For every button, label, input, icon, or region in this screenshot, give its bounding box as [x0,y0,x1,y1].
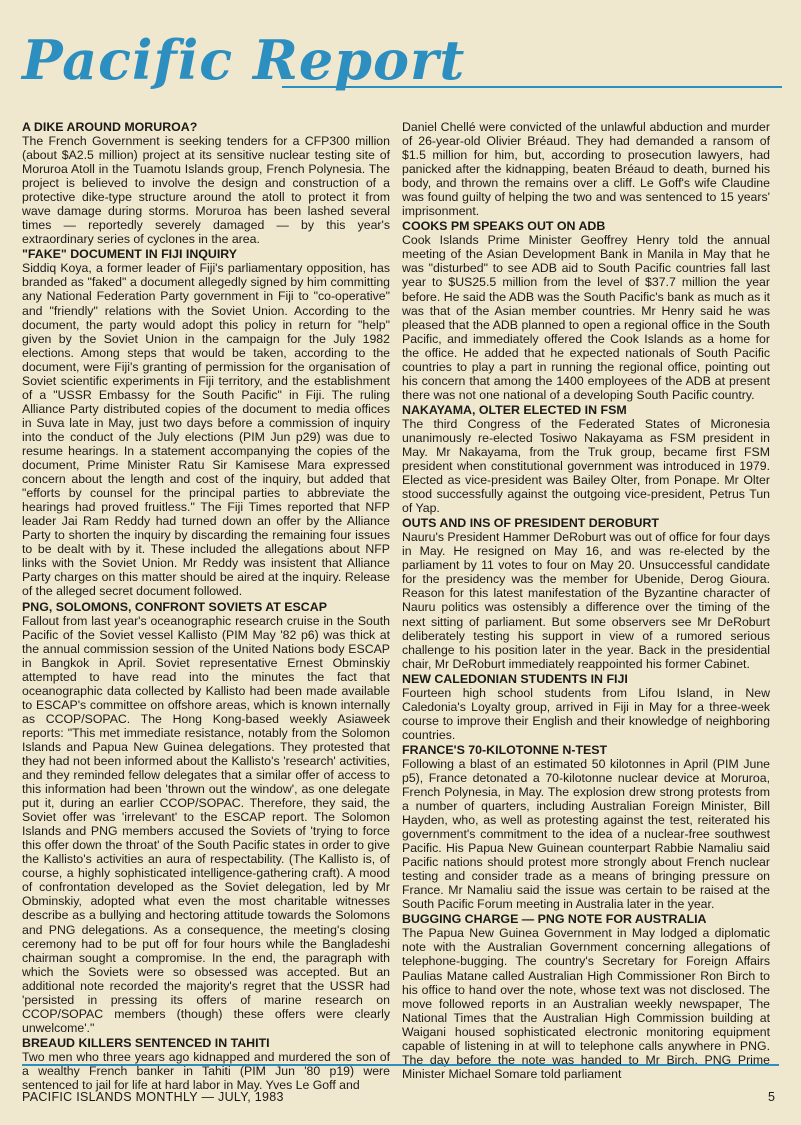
masthead-rule [282,86,782,88]
article [22,247,390,598]
article-heading: PNG, SOLOMONS, CONFRONT SOVIETS AT ESCAP [22,599,327,614]
article [402,743,770,912]
article-body: Siddiq Koya, a former leader of Fiji's parliamentary opposition, has branded as "faked" a document allegedly signed by him committing any National Federation Party government in Fiji to "co-operative" and "friendly" relations with the Soviet Union. According to the document, the party would adopt this policy in return for "help" given by the Soviet Union in the campaign for the July 1982 elections. Among steps that would be taken, according to the document, were Fiji's granting of permission for the organisation of Soviet scientific experiments in Fiji territory, and the establishment of a "USSR Embassy for the South Pacific" in Fiji. The ruling Alliance Party distributed copies of the document to media offices in Suva late in May, just two days before a commission of inquiry into the conduct of the July elections (PIM Jun p29) was due to resume hearings. In a statement accompanying the copies of the document, Prime Minister Ratu Sir Kamisese Mara expressed concern about the length and cost of the inquiry, but added that "efforts by counsel for the principal parties to abbreviate the hearings had proved fruitless." The Fiji Times reported that NFP leader Jai Ram Reddy had turned down an offer by the Alliance Party to shorten the inquiry by discarding the remaining four issues to be dealt with by it. These included the allegations about NFP links with the Soviet Union. Mr Reddy was insistent that Alliance Party charges on this matter should be aired at the inquiry. Release of the alleged secret document followed. [22,261,390,599]
article-continuation [402,120,770,218]
right-column [402,120,770,1081]
article-body: The third Congress of the Federated States of Micronesia unanimously re-elected Tosiwo Nakayama as FSM president in May. Mr Nakayama, from the Truk group, became first FSM president when constitutional government was introduced in 1979. Elected as vice-president was Bailey Olter, from Ponape. Mr Olter stood successfully against the outgoing vice-president, Petrus Tun of Yap. [402,416,770,516]
article-body: The Papua New Guinea Government in May lodged a diplomatic note with the Australian Government concerning allegations of telephone-bugging. The country's Secretary for Foreign Affairs Paulias Matane called Australian High Commissioner Ron Birch to his office to hand over the note, whose text was not disclosed. The move followed reports in an Australian weekly newspaper, The National Times that the Australian High Commission building at Waigani housed sophisticated electronic monitoring equipment capable of listening in at will to telephone calls anywhere in PNG. The day before the note was handed to Mr Birch, PNG Prime Minister Michael Somare told parliament [402,926,770,1081]
article-heading: NEW CALEDONIAN STUDENTS IN FIJI [402,671,628,686]
page-number: 5 [768,1090,775,1104]
article [402,219,770,402]
article-heading: FRANCE'S 70-KILOTONNE N-TEST [402,742,608,757]
footer-rule [22,1064,779,1066]
article-heading: NAKAYAMA, OLTER ELECTED IN FSM [402,402,627,417]
article-heading: OUTS AND INS OF PRESIDENT DEROBURT [402,516,660,531]
masthead [22,20,782,106]
article-heading: A DIKE AROUND MORUROA? [22,120,198,134]
masthead-title: Pacific Report [22,28,466,92]
article-heading: COOKS PM SPEAKS OUT ON ADB [402,219,606,234]
article [402,672,770,742]
article-body: Nauru's President Hammer DeRoburt was out of office for four days in May. He resigned on May 16, and was re-elected by the parliament by 11 votes to four on May 20. Unsuccessful candidate for the presidency was the member for Ubenide, Derog Gioura. Reason for this latest manifestation of the Byzantine character of Nauru politics was ostensibly a difference over the timing of the next sitting of parliament. But some observers see Mr DeRoburt deliberately testing his support in view of a rumored serious challenge to his position later in the year. Back in the presidential chair, Mr DeRoburt immediately reappointed his former Cabinet. [402,530,770,671]
article [22,120,390,246]
article-heading: BUGGING CHARGE — PNG NOTE FOR AUSTRALIA [402,912,707,927]
article-body: Two men who three years ago kidnapped and murdered the son of a wealthy French banker in Tahiti (PIM Jun '80 p19) were sentenced to jail for life at hard labor in May. Yves Le Goff and [22,1049,390,1092]
article-body: The French Government is seeking tenders for a CFP300 million (about $A2.5 million) project at its sensitive nuclear testing site of Moruroa Atoll in the Tuamotu Islands group, French Polynesia. The project is believed to involve the design and construction of a protective dike-type structure around the atoll to protect it from wave damage during storms. Moruroa has been lashed several times — reportedly severely damaged — by this year's extraordinary series of cyclones in the area. [22,134,390,247]
article-body: Fallout from last year's oceanographic research cruise in the South Pacific of the Soviet vessel Kallisto (PIM May '82 p6) was thick at the annual commission session of the United Nations body ESCAP in Bangkok in April. Soviet representative Ernest Obminskiy attempted to have read into the minutes the fact that oceanographic data collected by Kallisto had been made available to ESCAP's committee on offshore areas, which is known internally as CCOP/SOPAC. The Hong Kong-based weekly Asiaweek reports: "This met immediate resistance, notably from the Solomon Islands and Papua New Guinea delegations. They protested that they had not been informed about the Kallisto's 'research' activities, and they reminded fellow delegates that a similar offer of access to this information had been 'thrown out the window', as one delegate put it, during an earlier CCOP/SOPAC. Therefore, they said, the Soviet offer was 'irrelevant' to the ESCAP report. The Solomon Islands and PNG members accused the Soviets of 'trying to force this offer down the throat' of the South Pacific states in order to give the Kallisto's activities an aura of respectability. (The Kallisto is, of course, a highly sophisticated intelligence-gathering craft). A mood of confrontation developed as the Soviet delegation, led by Mr Obminskiy, adopted what even the most charitable witnesses describe as a bullying and hectoring attitude towards the Solomons and PNG delegations. As a consequence, the meeting's closing ceremony had to be put off for four hours while the Bangladeshi chairman sought a compromise. In the end, the paragraph with which the Soviets were so obsessed was accepted. But an additional note recorded the majority's regret that the USSR had 'persisted in pressing its offers of marine research on CCOP/SOPAC members (though) these offers were clearly unwelcome'." [22,613,390,1035]
footer-publication: PACIFIC ISLANDS MONTHLY — JULY, 1983 [22,1090,284,1104]
article-body: Following a blast of an estimated 50 kilotonnes in April (PIM June p5), France detonated a 70-kilotonne nuclear device at Moruroa, French Polynesia, in May. The explosion drew strong protests from a number of quarters, including Australian Foreign Minister, Bill Hayden, who, as well as protesting against the test, reiterated his government's commitment to the idea of a nuclear-free southwest Pacific. His Papua New Guinean counterpart Rabbie Namaliu said Pacific nations should protest more strongly about French nuclear testing and consider trade as a means of bringing pressure on France. Mr Namaliu said the issue was certain to be raised at the South Pacific Forum meeting in Australia later in the year. [402,756,770,912]
article [402,516,770,670]
article-heading: BREAUD KILLERS SENTENCED IN TAHITI [22,1035,270,1050]
left-column [22,120,390,1092]
article-body: Cook Islands Prime Minister Geoffrey Henry told the annual meeting of the Asian Development Bank in Manila in May that he was "disturbed" to see ADB aid to South Pacific countries fall last year to $US25.5 million from the level of $37.7 million the year before. He said the ADB was the South Pacific's bank as much as it was that of the Asian member countries. Mr Henry said he was pleased that the ADB planned to open a regional office in the South Pacific, and immediately offered the Cook Islands as a home for the office. He added that he expected nationals of South Pacific countries to play a part in running the regional office, pointing out his concern that among the 1400 employees of the ADB at present there was not one national of a developing South Pacific country. [402,233,770,402]
article [402,912,770,1081]
article-body: Fourteen high school students from Lifou Island, in New Caledonia's Loyalty group, arrived in Fiji in May for a three-week course to improve their English and their knowledge of neighboring countries. [402,685,770,742]
article-heading: "FAKE" DOCUMENT IN FIJI INQUIRY [22,247,238,262]
article-body: Daniel Chellé were convicted of the unlawful abduction and murder of 26-year-old Olivier Bréaud. They had demanded a ransom of $1.5 million for him, but, according to prosecution lawyers, had panicked after the kidnapping, beaten Bréaud to death, burned his body, and thrown the remains over a cliff. Le Goff's wife Claudine was found guilty of helping the two and was sentenced to 15 years' imprisonment. [402,120,770,219]
article [22,600,390,1035]
article [402,403,770,515]
